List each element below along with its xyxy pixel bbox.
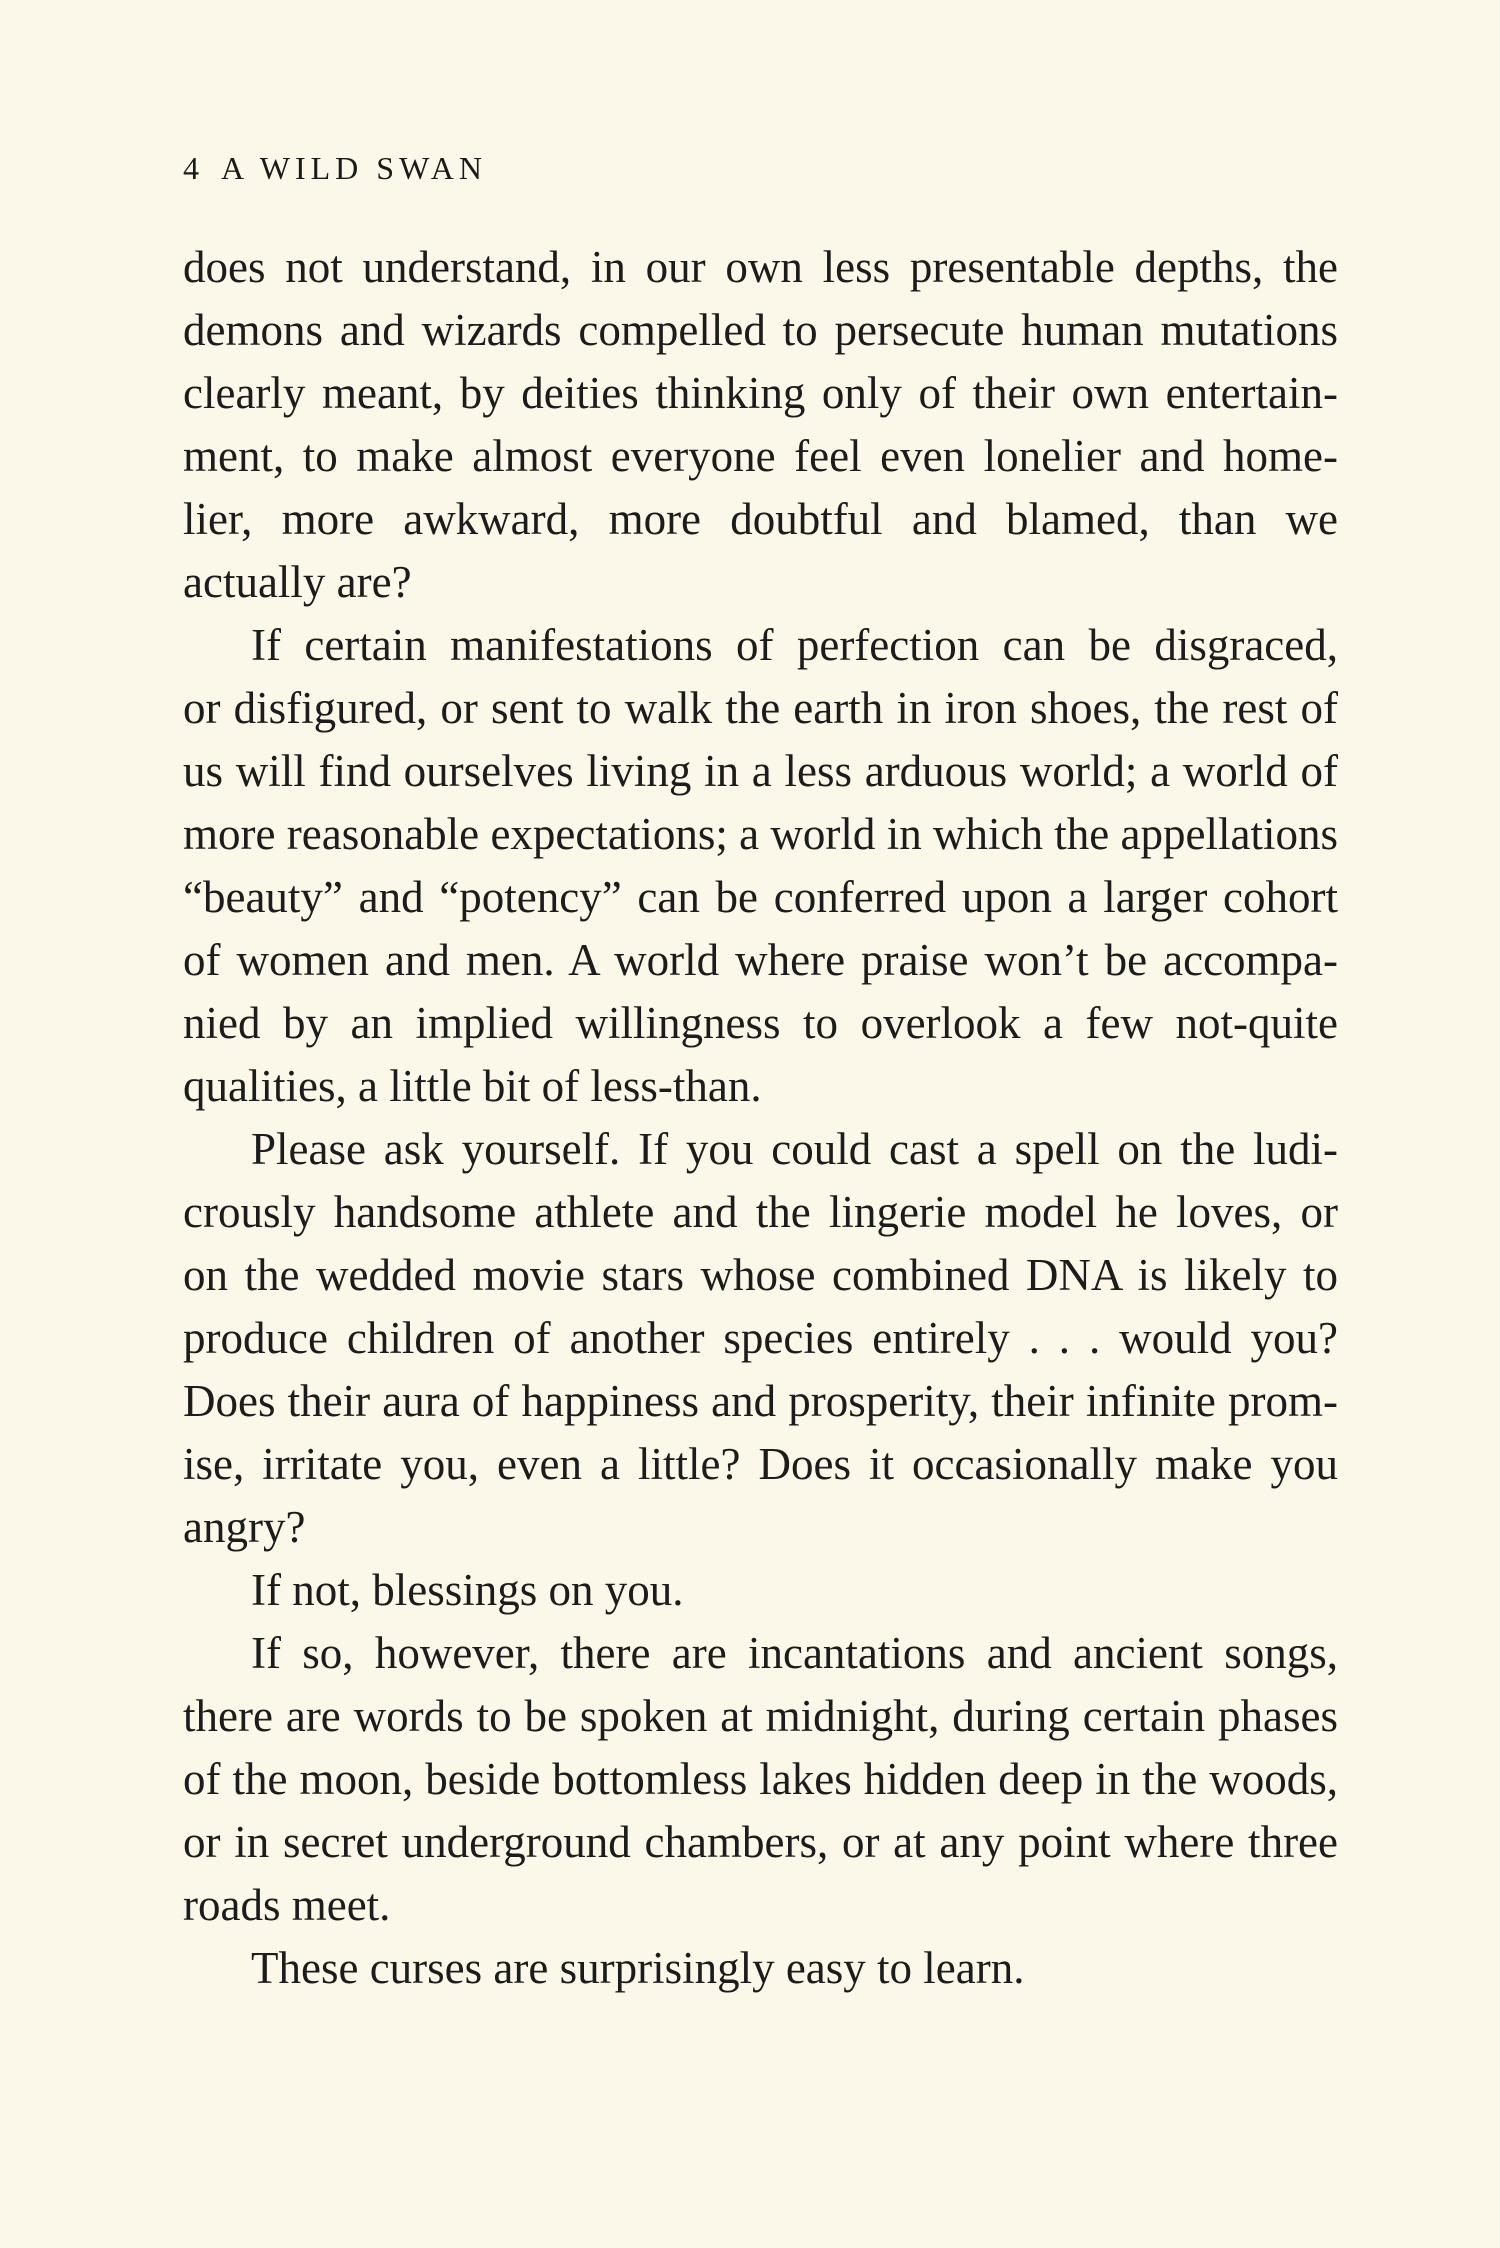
text-line: ise, irritate you, even a little? Does it occasionally make you [183, 1439, 1338, 1489]
text-line: demons and wizards compelled to persecute human mutations [183, 305, 1338, 355]
text-line: Does their aura of happiness and prosperity, their infinite prom- [183, 1376, 1338, 1426]
text-line: lier, more awkward, more doubtful and blamed, than we [183, 494, 1338, 544]
text-line: angry? [183, 1502, 306, 1552]
text-line: produce children of another species entirely . . . would you? [183, 1313, 1338, 1363]
text-line: us will find ourselves living in a less arduous world; a world of [183, 746, 1338, 796]
text-line: roads meet. [183, 1880, 391, 1930]
text-line: more reasonable expectations; a world in which the appellations [183, 809, 1338, 859]
text-line: “beauty” and “potency” can be conferred upon a larger cohort [183, 872, 1338, 922]
text-line: If certain manifestations of perfection can be disgraced, [251, 620, 1338, 670]
running-title: A WILD SWAN [221, 150, 487, 186]
page-number: 4 [183, 150, 199, 186]
running-header [183, 150, 487, 187]
text-line: If so, however, there are incantations and ancient songs, [251, 1628, 1338, 1678]
text-line: Please ask yourself. If you could cast a spell on the ludi- [251, 1124, 1338, 1174]
text-line: does not understand, in our own less presentable depths, the [183, 242, 1338, 292]
text-line: qualities, a little bit of less-than. [183, 1061, 762, 1111]
text-line: nied by an implied willingness to overlook a few not-quite [183, 998, 1338, 1048]
text-line: clearly meant, by deities thinking only of their own entertain- [183, 368, 1338, 418]
text-line: on the wedded movie stars whose combined DNA is likely to [183, 1250, 1338, 1300]
text-line: of the moon, beside bottomless lakes hidden deep in the woods, [183, 1754, 1338, 1804]
text-line: of women and men. A world where praise won’t be accompa- [183, 935, 1338, 985]
text-line: actually are? [183, 557, 412, 607]
text-line: or in secret underground chambers, or at any point where three [183, 1817, 1338, 1867]
text-line: If not, blessings on you. [251, 1565, 684, 1615]
text-line: These curses are surprisingly easy to learn. [251, 1943, 1025, 1993]
body-text [183, 236, 1338, 2000]
text-line: ment, to make almost everyone feel even lonelier and home- [183, 431, 1338, 481]
text-line: crously handsome athlete and the lingerie model he loves, or [183, 1187, 1338, 1237]
text-line: or disfigured, or sent to walk the earth in iron shoes, the rest of [183, 683, 1338, 733]
text-line: there are words to be spoken at midnight, during certain phases [183, 1691, 1338, 1741]
